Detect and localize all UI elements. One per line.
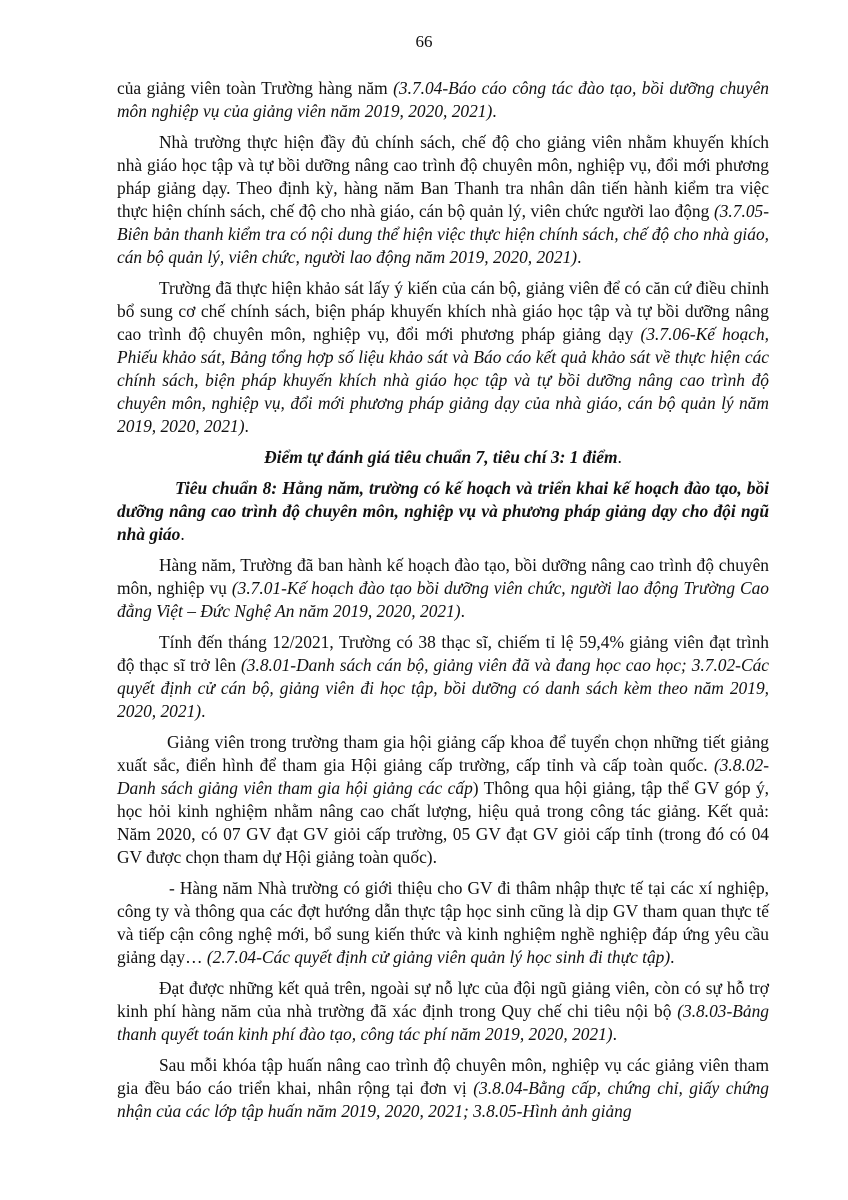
evidence-reference: (3.7.05-Biên bản thanh kiểm tra có nội dung thể hiện việc thực hiện chính sách, chế độ cho nhà giáo, cán bộ quản lý, viên chức, người lao động năm 2019, 2020, 2021) <box>117 201 769 267</box>
paragraph-text: Trường đã thực hiện khảo sát lấy ý kiến của cán bộ, giảng viên để có căn cứ điều chỉnh bổ sung cơ chế chính sách, biện pháp khuyến khích nhà giáo học tập và tự bồi dưỡng nâng cao trình độ chuyên môn, nghiệp vụ, đổi mới phương pháp giảng dạy <box>117 278 769 344</box>
evidence-reference: (3.8.01-Danh sách cán bộ, giảng viên đã và đang học cao học; 3.7.02-Các quyết định cử cán bộ, giảng viên đi học tập, bồi dưỡng có danh sách kèm theo năm 2019, 2020, 2021) <box>117 655 769 721</box>
evidence-reference: (3.7.06-Kế hoạch, Phiếu khảo sát, Bảng tổng hợp số liệu khảo sát và Báo cáo kết quả khảo sát về thực hiện các chính sách, biện pháp khuyến khích nhà giáo học tập và tự bồi dưỡng nâng cao trình độ chuyên môn, nghiệp vụ, đổi mới phương pháp giảng dạy của nhà giáo, cán bộ quản lý năm 2019, 2020, 2021) <box>117 324 769 436</box>
evidence-reference: (3.7.01-Kế hoạch đào tạo bồi dưỡng viên chức, người lao động Trường Cao đẳng Việt – Đức Nghệ An năm 2019, 2020, 2021) <box>117 578 769 621</box>
paragraph-text: Nhà trường thực hiện đầy đủ chính sách, chế độ cho giảng viên nhằm khuyến khích nhà giáo học tập và tự bồi dưỡng nâng cao trình độ chuyên môn, nghiệp vụ, đổi mới phương pháp giảng dạy. Theo định kỳ, hàng năm Ban Thanh tra nhân dân tiến hành kiểm tra việc thực hiện chính sách, chế độ cho nhà giáo, cán bộ quản lý, viên chức người lao động <box>117 132 769 221</box>
paragraph-5: Tính đến tháng 12/2021, Trường có 38 thạc sĩ, chiếm tỉ lệ 59,4% giảng viên đạt trình độ thạc sĩ trở lên (3.8.01-Danh sách cán bộ, giảng viên đã và đang học cao học; 3.7.02-Các quyết định cử cán bộ, giảng viên đi học tập, bồi dưỡng có danh sách kèm theo năm 2019, 2020, 2021). <box>117 632 769 721</box>
paragraph-9 <box>117 1054 769 1123</box>
paragraph-6: Giảng viên trong trường tham gia hội giảng cấp khoa để tuyển chọn những tiết giảng xuất sắc, điển hình để tham gia Hội giảng cấp trường, cấp tỉnh và cấp toàn quốc. (3.8.02-Danh sách giảng viên tham gia hội giảng các cấp) Thông qua hội giảng, tập thể GV góp ý, học hỏi kinh nghiệm nhằm nâng cao chất lượng, hiệu quả trong công tác giảng. Kết quả: Năm 2020, có 07 GV đạt GV giỏi cấp trường, 05 GV đạt GV giỏi cấp tỉnh (trong đó có 04 GV được chọn tham dự Hội giảng toàn quốc). <box>117 732 769 867</box>
page-number: 66 <box>415 32 433 51</box>
paragraph-text: Sau mỗi khóa tập huấn nâng cao trình độ chuyên môn, nghiệp vụ các giảng viên tham gia đều báo cáo triển khai, nhân rộng tại đơn vị <box>117 1055 769 1098</box>
paragraph-text: Đạt được những kết quả trên, ngoài sự nỗ lực của đội ngũ giảng viên, còn có sự hỗ trợ kinh phí hàng năm của nhà trường đã xác định trong Quy chế chi tiêu nội bộ <box>117 978 769 1021</box>
paragraph-text: Hàng năm, Trường đã ban hành kế hoạch đào tạo, bồi dưỡng nâng cao trình độ chuyên môn, nghiệp vụ <box>117 555 769 598</box>
evidence-reference: (3.8.03-Bảng thanh quyết toán kinh phí đào tạo, công tác phí năm 2019, 2020, 2021) <box>117 1001 769 1044</box>
paragraph-text: Giảng viên trong trường tham gia hội giảng cấp khoa để tuyển chọn những tiết giảng xuất sắc, điển hình để tham gia Hội giảng cấp trường, cấp tỉnh và cấp toàn quốc. <box>117 732 769 775</box>
paragraph-7: - Hàng năm Nhà trường có giới thiệu cho GV đi thâm nhập thực tế tại các xí nghiệp, công ty và thông qua các đợt hướng dẫn thực tập học sinh cũng là dịp GV tham quan thực tế và tiếp cận công nghệ mới, bổ sung kiến thức và kinh nghiệm nghề nghiệp đáp ứng yêu cầu giảng dạy… (2.7.04-Các quyết định cử giảng viên quản lý học sinh đi thực tập). <box>117 878 769 967</box>
evidence-reference: (2.7.04-Các quyết định cử giảng viên quản lý học sinh đi thực tập) <box>206 947 671 967</box>
self-assessment-score: Điểm tự đánh giá tiêu chuẩn 7, tiêu chí 3: 1 điểm. <box>264 447 622 467</box>
paragraph-4: Hàng năm, Trường đã ban hành kế hoạch đào tạo, bồi dưỡng nâng cao trình độ chuyên môn, nghiệp vụ (3.7.01-Kế hoạch đào tạo bồi dưỡng viên chức, người lao động Trường Cao đẳng Việt – Đức Nghệ An năm 2019, 2020, 2021). <box>117 555 769 621</box>
paragraph-text: Tính đến tháng 12/2021, Trường có 38 thạc sĩ, chiếm tỉ lệ 59,4% giảng viên đạt trình độ thạc sĩ trở lên <box>117 632 769 675</box>
evidence-reference: (3.7.04-Báo cáo công tác đào tạo, bồi dưỡng chuyên môn nghiệp vụ của giảng viên năm 2019, 2020, 2021) <box>117 78 769 121</box>
paragraph-3: Trường đã thực hiện khảo sát lấy ý kiến của cán bộ, giảng viên để có căn cứ điều chỉnh bổ sung cơ chế chính sách, biện pháp khuyến khích nhà giáo học tập và tự bồi dưỡng nâng cao trình độ chuyên môn, nghiệp vụ, đổi mới phương pháp giảng dạy (3.7.06-Kế hoạch, Phiếu khảo sát, Bảng tổng hợp số liệu khảo sát và Báo cáo kết quả khảo sát về thực hiện các chính sách, biện pháp khuyến khích nhà giáo học tập và tự bồi dưỡng nâng cao trình độ chuyên môn, nghiệp vụ, đổi mới phương pháp giảng dạy của nhà giáo, cán bộ quản lý năm 2019, 2020, 2021). <box>117 278 769 436</box>
paragraph-2: Nhà trường thực hiện đầy đủ chính sách, chế độ cho giảng viên nhằm khuyến khích nhà giáo học tập và tự bồi dưỡng nâng cao trình độ chuyên môn, nghiệp vụ, đổi mới phương pháp giảng dạy. Theo định kỳ, hàng năm Ban Thanh tra nhân dân tiến hành kiểm tra việc thực hiện chính sách, chế độ cho nhà giáo, cán bộ quản lý, viên chức người lao động (3.7.05-Biên bản thanh kiểm tra có nội dung thể hiện việc thực hiện chính sách, chế độ cho nhà giáo, cán bộ quản lý, viên chức, người lao động năm 2019, 2020, 2021). <box>117 132 769 267</box>
paragraph-8: Đạt được những kết quả trên, ngoài sự nỗ lực của đội ngũ giảng viên, còn có sự hỗ trợ kinh phí hàng năm của nhà trường đã xác định trong Quy chế chi tiêu nội bộ (3.8.03-Bảng thanh quyết toán kinh phí đào tạo, công tác phí năm 2019, 2020, 2021). <box>117 978 769 1044</box>
evidence-reference: (3.8.04-Bằng cấp, chứng chỉ, giấy chứng nhận của các lớp tập huấn năm 2019, 2020, 2021; 3.8.05-Hình ảnh giảng <box>117 1078 770 1121</box>
evidence-reference: (3.8.02-Danh sách giảng viên tham gia hội giảng các cấp <box>117 755 769 798</box>
paragraph-1: của giảng viên toàn Trường hàng năm (3.7.04-Báo cáo công tác đào tạo, bồi dưỡng chuyên môn nghiệp vụ của giảng viên năm 2019, 2020, 2021). <box>117 78 769 121</box>
document-body <box>117 77 769 1131</box>
standard-8-heading: Tiêu chuẩn 8: Hằng năm, trường có kế hoạch và triển khai kế hoạch đào tạo, bồi dưỡng nâng cao trình độ chuyên môn, nghiệp vụ và phương pháp giảng dạy cho đội ngũ nhà giáo. <box>117 478 769 544</box>
paragraph-text: - Hàng năm Nhà trường có giới thiệu cho GV đi thâm nhập thực tế tại các xí nghiệp, công ty và thông qua các đợt hướng dẫn thực tập học sinh cũng là dịp GV tham quan thực tế và tiếp cận công nghệ mới, bổ sung kiến thức và kinh nghiệm nghề nghiệp đáp ứng yêu cầu giảng dạy… <box>117 878 769 967</box>
paragraph-text: của giảng viên toàn Trường hàng năm <box>117 78 394 98</box>
